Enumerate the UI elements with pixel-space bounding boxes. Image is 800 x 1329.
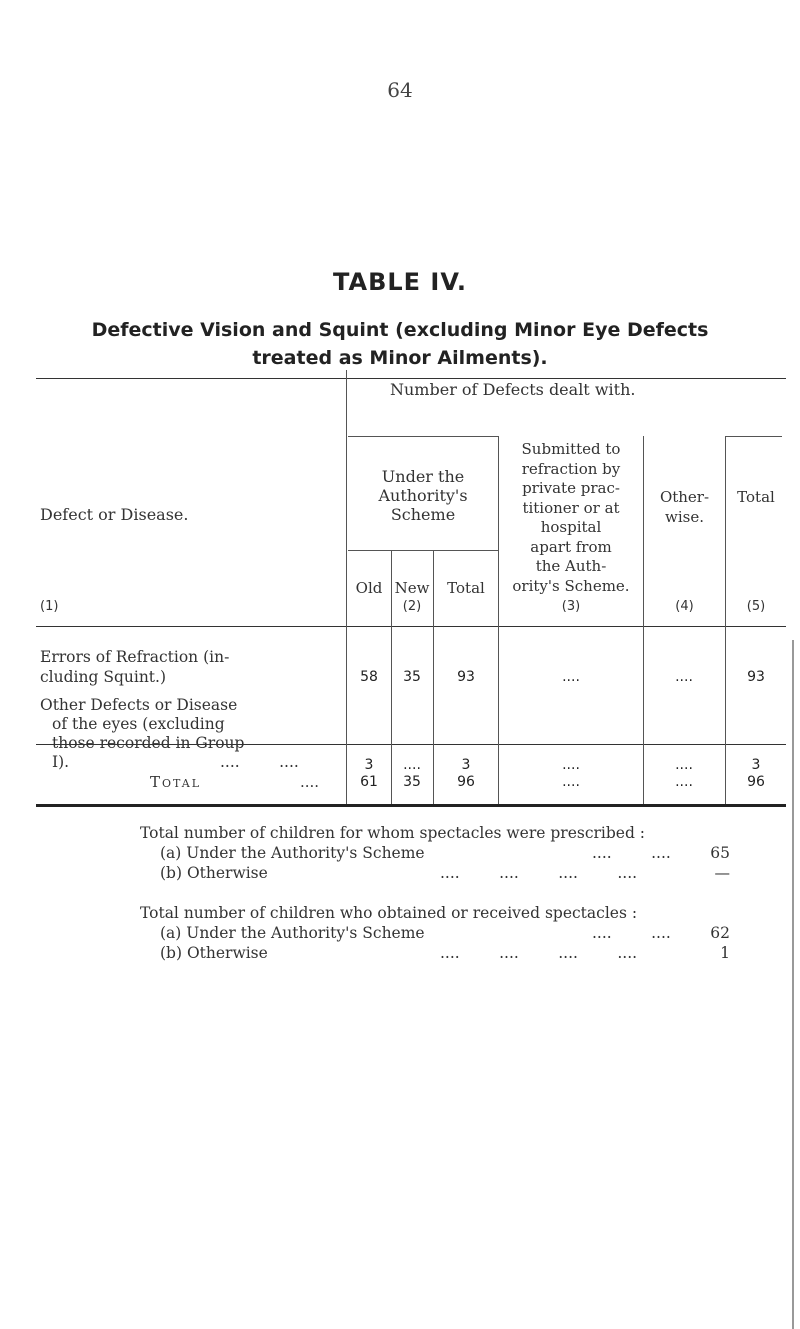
header-sub-rule-1 <box>348 436 498 437</box>
cell-grand-total: 93 <box>747 669 765 685</box>
header-private-number: (3) <box>561 599 581 614</box>
col-divider-1 <box>346 370 347 804</box>
table-top-rule <box>36 378 786 379</box>
cell-new: 35 <box>403 669 421 685</box>
header-otherwise: Other- wise. <box>659 488 710 526</box>
header-defect-number: (1) <box>40 599 59 614</box>
total-total: 96 <box>457 774 475 790</box>
header-sub-total: Total <box>447 579 485 597</box>
page-number: 64 <box>387 78 413 102</box>
row-label-dots: .... .... <box>220 753 299 771</box>
header-sub-rule-2 <box>726 436 782 437</box>
obtained-a-dots: .... .... <box>592 924 671 942</box>
obtained-a-label: (a) Under the Authority's Scheme <box>160 924 425 942</box>
header-total: Total <box>737 488 775 506</box>
cell-old: 58 <box>360 669 378 685</box>
obtained-a-value: 62 <box>710 924 730 942</box>
header-sub-rule-3 <box>348 550 498 551</box>
header-old: Old <box>355 579 383 597</box>
prescribed-heading: Total number of children for whom spectacles were prescribed : <box>140 824 646 842</box>
table-title: TABLE IV. <box>333 268 467 296</box>
cell-total: 3 <box>461 757 471 773</box>
cell-old: 3 <box>364 757 374 773</box>
cell-otherwise: .... <box>675 757 693 773</box>
table-bottom-rule <box>36 804 786 807</box>
cell-private: .... <box>562 757 580 773</box>
total-new: 35 <box>403 774 421 790</box>
obtained-b-dots: .... .... .... .... <box>440 944 638 962</box>
header-defect-or-disease: Defect or Disease. <box>40 505 189 524</box>
total-otherwise: .... <box>675 774 693 790</box>
prescribed-a-dots: .... .... <box>592 844 671 862</box>
obtained-heading: Total number of children who obtained or received spectacles : <box>140 904 638 922</box>
subtitle-line-1: Defective Vision and Squint (excluding Minor Eye Defects <box>91 319 709 341</box>
total-label-dots: .... <box>300 773 320 791</box>
row-label-line-4: I). <box>52 753 70 771</box>
total-label: Total <box>150 773 202 791</box>
total-grand-total: 96 <box>747 774 765 790</box>
header-total-number: (5) <box>746 599 766 614</box>
row-label-line-2: of the eyes (excluding <box>52 715 225 733</box>
row-label: Errors of Refraction (in- cluding Squint.) <box>40 648 230 686</box>
table-subtitle <box>0 316 800 372</box>
obtained-b-value: 1 <box>720 944 730 962</box>
cell-otherwise: .... <box>675 669 693 685</box>
header-number-of-defects: Number of Defects dealt with. <box>390 380 636 399</box>
row-label-line-1: Other Defects or Disease <box>40 696 238 714</box>
prescribed-b-value: — <box>714 864 730 882</box>
header-bottom-rule <box>36 626 786 627</box>
header-private-practitioner: Submitted to refraction by private prac- titioner or at hospital apart from the Auth- ority's Scheme. <box>512 440 630 595</box>
total-old: 61 <box>360 774 378 790</box>
obtained-b-label: (b) Otherwise <box>160 944 268 962</box>
header-otherwise-number: (4) <box>675 599 694 614</box>
prescribed-a-label: (a) Under the Authority's Scheme <box>160 844 425 862</box>
header-new: New <box>394 579 430 597</box>
row-label-line-3: those recorded in Group <box>52 734 245 752</box>
header-new-number: (2) <box>402 599 422 614</box>
header-authority-scheme: Under the Authority's Scheme <box>378 467 468 524</box>
total-private: .... <box>562 774 580 790</box>
page-edge <box>792 640 794 1329</box>
cell-new: .... <box>403 757 421 773</box>
prescribed-b-label: (b) Otherwise <box>160 864 268 882</box>
prescribed-a-value: 65 <box>710 844 730 862</box>
cell-grand-total: 3 <box>751 757 761 773</box>
cell-total: 93 <box>457 669 475 685</box>
subtitle-line-2: treated as Minor Ailments). <box>252 347 548 369</box>
prescribed-b-dots: .... .... .... .... <box>440 864 638 882</box>
cell-private: .... <box>562 669 580 685</box>
